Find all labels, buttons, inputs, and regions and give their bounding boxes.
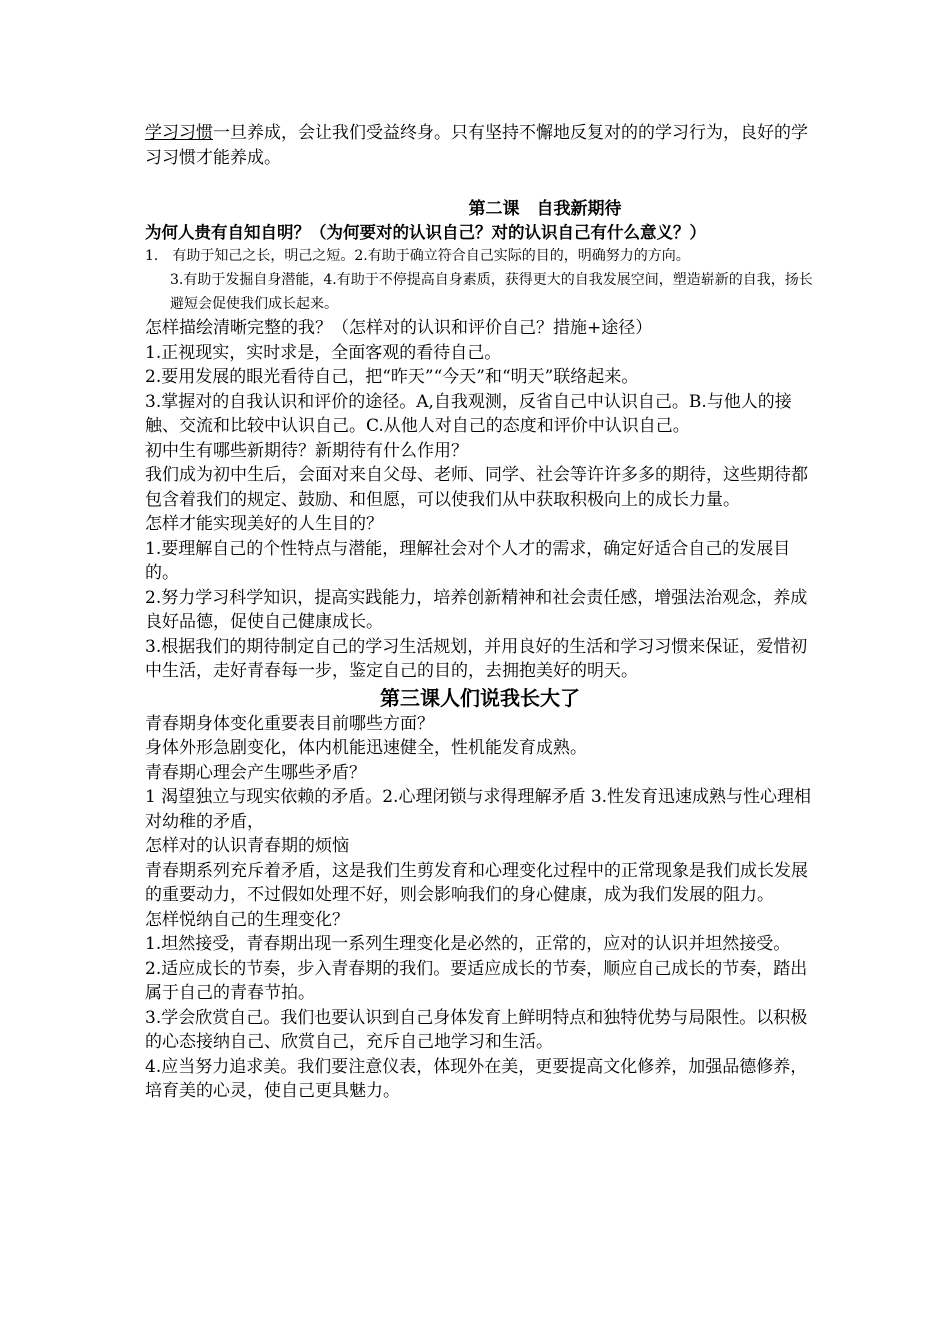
intro-underlined-term: 学习习惯 [145,123,213,143]
lesson3-question-3: 怎样对的认识青春期的烦恼 [145,836,349,856]
lesson3-question-1: 青春期身体变化重要表目前哪些方面？ [145,713,434,734]
lesson2-answer-2-item: 3.掌握对的自我认识和评价的途径。A,自我观测，反省自己中认识自己。B.与他人的接触、交流和比较中认识自己。C.从他人对自己的态度和评价中认识自己。 [145,391,792,436]
lesson2-answer-2-item: 1.正视现实，实时求是，全面客观的看待自己。 [145,342,502,363]
lesson2-title: 第二课 自我新期待 [468,199,622,219]
lesson2-answer-4-item: 1.要理解自己的个性特点与潜能，理解社会对个人才的需求，确定好适合自己的发展目的。 [145,538,791,583]
intro-paragraph [145,121,815,170]
lesson2-answer-2-item: 2.要用发展的眼光看待自己，把“昨天”“今天”和“明天”联络起来。 [145,367,639,387]
lesson2-question-3: 初中生有哪些新期待？新期待有什么作用？ [145,440,468,461]
lesson2-answer-1-line-2: 3.有助于发掘自身潜能，4.有助于不停提高自身素质，获得更大的自我发展空间，塑造崭新的自我，扬长避短会促使我们成长起来。 [170,272,813,312]
lesson3-answer-1: 身体外形急剧变化，体内机能迅速健全，性机能发育成熟。 [145,738,587,758]
lesson2-answer-4-item: 3.根据我们的期待制定自己的学习生活规划，并用良好的生活和学习习惯来保证，爱惜初中生活，走好青春每一步，鉴定自己的目的，去拥抱美好的明天。 [145,636,808,681]
document-page [145,121,815,1104]
lesson3-answer-4-item: 2.适应成长的节奏，步入青春期的我们。要适应成长的节奏，顺应自己成长的节奏，踏出属于自己的青春节拍。 [145,958,808,1003]
lesson3-title: 第三课人们说我长大了 [380,685,580,710]
lesson3-answer-2: 1 渴望独立与现实依赖的矛盾。2.心理闭锁与求得理解矛盾 3.性发育迅速成熟与性心理相对幼稚的矛盾， [145,787,812,832]
lesson2-question-4: 怎样才能实现美好的人生目的？ [145,514,383,534]
lesson2-answer-3: 我们成为初中生后，会面对来自父母、老师、同学、社会等许许多多的期待，这些期待都包含着我们的规定、鼓励、和但愿，可以使我们从中获取积极向上的成长力量。 [145,465,808,510]
lesson2-answer-1-line-1: 1. 有助于知己之长，明己之短。2.有助于确立符合自己实际的目的，明确努力的方向。 [145,248,690,264]
lesson2-question-2: 怎样描绘清晰完整的我？（怎样对的认识和评价自己？措施+途径） [145,318,653,338]
lesson3-question-4: 怎样悦纳自己的生理变化？ [145,909,349,930]
lesson2-answer-4-item: 2.努力学习科学知识，提高实践能力，培养创新精神和社会责任感，增强法治观念，养成良好品德，促使自己健康成长。 [145,587,808,632]
intro-text: 一旦养成，会让我们受益终身。只有坚持不懈地反复对的的学习行为，良好的学习习惯才能养成。 [145,123,808,168]
lesson3-answer-4-item: 4.应当努力追求美。我们要注意仪表，体现外在美，更要提高文化修养，加强品德修养，培育美的心灵，使自己更具魅力。 [145,1056,808,1101]
lesson3-answer-4-item: 3.学会欣赏自己。我们也要认识到自己身体发育上鲜明特点和独特优势与局限性。以积极的心态接纳自己、欣赏自己，充斥自己地学习和生活。 [145,1007,808,1052]
lesson3-question-2: 青春期心理会产生哪些矛盾？ [145,762,366,783]
lesson2-question-1: 为何人贵有自知自明？（为何要对的认识自己？对的认识自己有什么意义？） [145,223,706,242]
lesson3-answer-4-item: 1.坦然接受，青春期出现一系列生理变化是必然的，正常的，应对的认识并坦然接受。 [145,934,791,954]
lesson3-answer-3: 青春期系列充斥着矛盾，这是我们生剪发育和心理变化过程中的正常现象是我们成长发展的重要动力，不过假如处理不好，则会影响我们的身心健康，成为我们发展的阻力。 [145,860,808,905]
